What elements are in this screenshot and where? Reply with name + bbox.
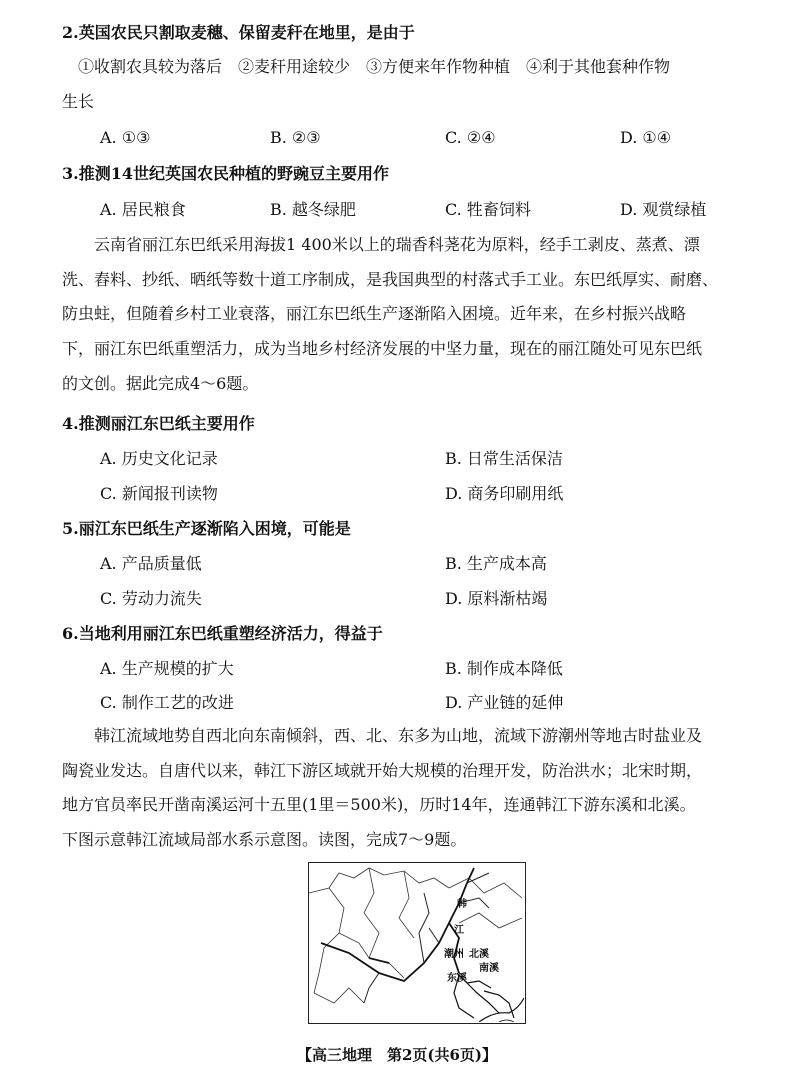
- passage2-line: 地方官员率民开凿南溪运河十五里(1里＝500米)，历时14年，连通韩江下游东溪和北溪。: [62, 795, 696, 815]
- q2-statements-line2: 生长: [62, 92, 95, 111]
- q4-stem: 4.推测丽江东巴纸主要用作: [62, 414, 255, 433]
- q2-statements-line1: ①收割农具较为落后 ②麦秆用途较少 ③方便来年作物种植 ④利于其他套种作物: [78, 57, 671, 76]
- q3-stem: 3.推测14世纪英国农民种植的野豌豆主要用作: [62, 164, 389, 183]
- map-label-jiang: 江: [454, 925, 464, 936]
- passage1-line: 洗、舂料、抄纸、晒纸等数十道工序制成，是我国典型的村落式手工业。东巴纸厚实、耐磨、: [62, 269, 719, 289]
- q3-option-b: B. 越冬绿肥: [270, 200, 356, 219]
- page-footer: 【高三地理 第2页(共6页)】: [296, 1046, 498, 1064]
- q4-option-c: C. 新闻报刊读物: [100, 484, 218, 503]
- hanjiang-water-system-map: [308, 862, 526, 1024]
- passage1-line: 云南省丽江东巴纸采用海拔1 400米以上的瑞香科荛花为原料，经手工剥皮、蒸煮、漂: [62, 235, 700, 254]
- passage-dongba-paper: [62, 228, 742, 402]
- q4-option-a: A. 历史文化记录: [100, 449, 218, 468]
- q2-option-d: D. ①④: [620, 128, 672, 147]
- passage2-line: 下图示意韩江流域局部水系示意图。读图，完成7～9题。: [62, 830, 467, 850]
- q6-option-a: A. 生产规模的扩大: [100, 659, 234, 678]
- map-drawing: [309, 863, 524, 1022]
- q6-option-b: B. 制作成本降低: [445, 659, 563, 678]
- passage-hanjiang: [62, 719, 742, 858]
- passage1-line: 防虫蛀，但随着乡村工业衰落，丽江东巴纸生产逐渐陷入困境。近年来，在乡村振兴战略: [62, 304, 687, 324]
- map-label-han: 韩: [457, 899, 467, 910]
- map-label-chaozhou: 潮州: [444, 949, 464, 960]
- q3-option-a: A. 居民粮食: [100, 200, 186, 219]
- q4-option-b: B. 日常生活保洁: [445, 449, 563, 468]
- q6-option-d: D. 产业链的延伸: [445, 693, 564, 712]
- q2-option-b: B. ②③: [270, 128, 321, 147]
- q3-option-d: D. 观赏绿植: [620, 200, 707, 219]
- q6-stem: 6.当地利用丽江东巴纸重塑经济活力，得益于: [62, 624, 383, 643]
- q5-option-a: A. 产品质量低: [100, 554, 202, 573]
- passage1-line: 的文创。据此完成4～6题。: [62, 373, 259, 393]
- q4-option-d: D. 商务印刷用纸: [445, 484, 564, 503]
- map-label-beixi: 北溪: [469, 949, 489, 960]
- q6-option-c: C. 制作工艺的改进: [100, 693, 234, 712]
- map-label-nanxi: 南溪: [479, 963, 499, 974]
- q5-option-d: D. 原料渐枯竭: [445, 589, 548, 608]
- map-label-dongxi: 东溪: [447, 973, 467, 984]
- q3-option-c: C. 牲畜饲料: [445, 200, 531, 219]
- passage1-line: 下，丽江东巴纸重塑活力，成为当地乡村经济发展的中坚力量，现在的丽江随处可见东巴纸: [62, 339, 703, 359]
- q2-stem: 2.英国农民只割取麦穗、保留麦秆在地里，是由于: [62, 23, 415, 42]
- passage2-line: 韩江流域地势自西北向东南倾斜，西、北、东多为山地，流域下游潮州等地古时盐业及: [62, 726, 703, 745]
- q2-option-a: A. ①③: [100, 128, 151, 147]
- q5-option-b: B. 生产成本高: [445, 554, 547, 573]
- q5-option-c: C. 劳动力流失: [100, 589, 202, 608]
- passage2-line: 陶瓷业发达。自唐代以来，韩江下游区域就开始大规模的治理开发，防治洪水；北宋时期，: [62, 760, 703, 780]
- q2-option-c: C. ②④: [445, 128, 496, 147]
- q5-stem: 5.丽江东巴纸生产逐渐陷入困境，可能是: [62, 519, 351, 538]
